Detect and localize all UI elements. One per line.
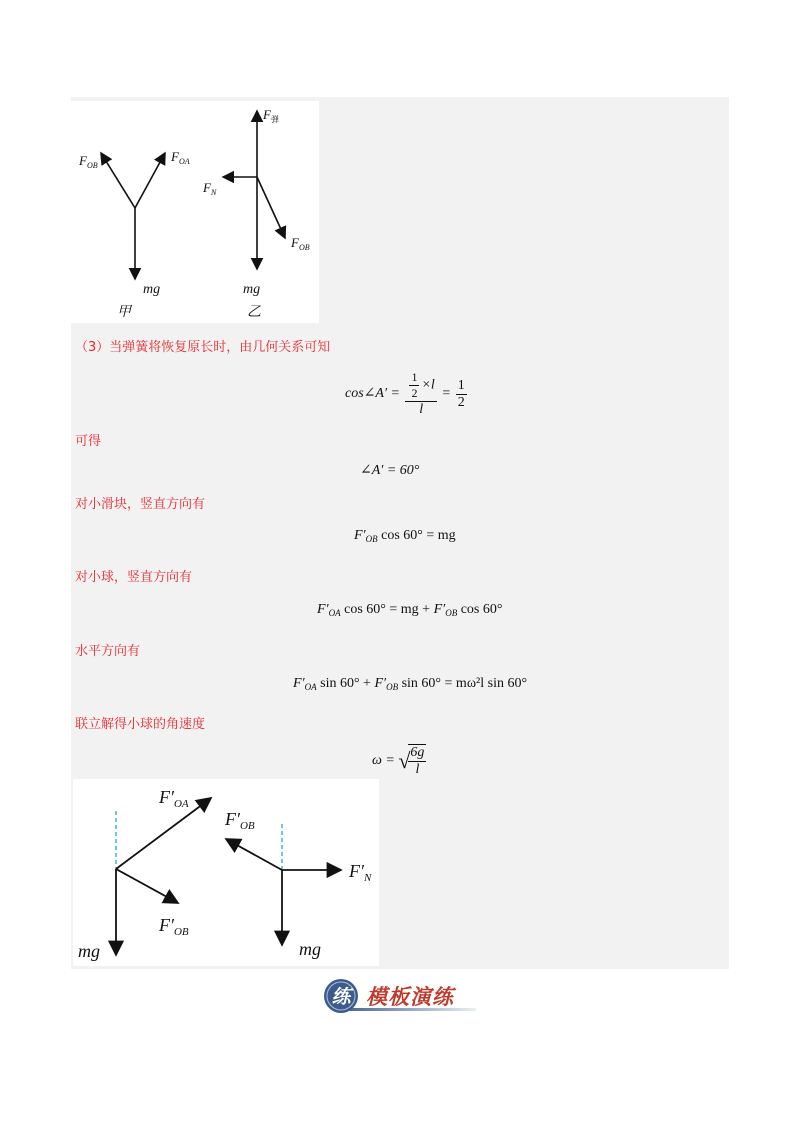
eq2-text: ∠A′ = 60° xyxy=(360,463,420,478)
force-diagram-bottom-svg xyxy=(73,779,379,966)
step-ball-vertical: 对小球，竖直方向有 xyxy=(75,570,193,585)
equation-cos-angle xyxy=(345,370,469,418)
label-f-n-prime: $F'_N$ xyxy=(349,861,372,884)
section-header-svg xyxy=(322,977,478,1015)
label-f-ob-prime-right: $F'_{OB}$ xyxy=(225,809,255,832)
eq1-fraction: $\frac{1}{2}$ ×l l xyxy=(405,370,436,418)
eq1-result: $\frac{1}{2}$ xyxy=(457,377,465,410)
step-solve: 联立解得小球的角速度 xyxy=(75,717,206,732)
caption-right: 乙 xyxy=(247,305,261,320)
label-f-ob: $F_{OB}$ xyxy=(79,153,98,170)
arrow-f-ob-prime-right xyxy=(226,839,282,870)
arrow-f-ob-right xyxy=(257,177,285,238)
label-mg-prime-right: mg xyxy=(299,939,321,959)
label-f-ob-right: $F_{OB}$ xyxy=(291,235,310,252)
eq6-fraction: $\frac{6g}{l}$ xyxy=(410,745,425,777)
arrow-f-oa xyxy=(135,153,165,208)
label-f-spring: $F_弹$ xyxy=(263,107,279,124)
arrow-f-oa-prime xyxy=(116,798,211,869)
equation-omega: ω = √ $\frac{6g}{l}$ xyxy=(372,745,425,777)
force-diagram-bottom xyxy=(73,779,379,966)
force-diagram-top xyxy=(71,101,319,323)
caption-left: 甲 xyxy=(117,305,131,320)
equation-ball-vertical: $F'_{OA}$ cos 60° = mg + $F'_{OB}$ cos 60° xyxy=(317,602,503,618)
step-slider-vertical: 对小滑块，竖直方向有 xyxy=(75,497,206,512)
eq1-inner-fraction: $\frac{1}{2}$ xyxy=(411,370,418,400)
label-mg-left: mg xyxy=(143,282,161,297)
label-f-n: $F_N$ xyxy=(203,180,217,197)
eq1-equals: = xyxy=(442,386,451,402)
sqrt-sign: √ xyxy=(398,748,411,773)
arrow-f-ob xyxy=(101,153,135,208)
label-mg-prime-left: mg xyxy=(78,941,100,961)
eq1-lhs: cos∠A′ = xyxy=(345,386,400,402)
equation-angle-60 xyxy=(360,462,419,479)
force-diagram-top-svg xyxy=(71,101,319,323)
arrow-f-ob-prime-left xyxy=(116,869,178,903)
label-mg-right: mg xyxy=(243,282,261,297)
badge-char: 练 xyxy=(331,986,351,1008)
label-f-oa-prime: $F'_{OA}$ xyxy=(159,787,189,810)
header-title: 模板演练 xyxy=(366,985,454,1009)
step-horizontal: 水平方向有 xyxy=(75,644,141,659)
step3-intro: （3）当弹簧将恢复原长时，由几何关系可知 xyxy=(75,340,331,355)
section-header-template-practice xyxy=(322,977,478,1015)
equation-slider-vertical: $F'_{OB}$ cos 60° = mg xyxy=(354,528,456,544)
label-f-oa: $F_{OA}$ xyxy=(171,149,190,166)
label-f-ob-prime-left: $F'_{OB}$ xyxy=(159,915,189,938)
step-can-get: 可得 xyxy=(75,434,102,449)
equation-horizontal: $F'_{OA}$ $\sin 60^\circ + F'_{OB}$ sin 60° = mω²l sin 60° xyxy=(293,676,528,692)
